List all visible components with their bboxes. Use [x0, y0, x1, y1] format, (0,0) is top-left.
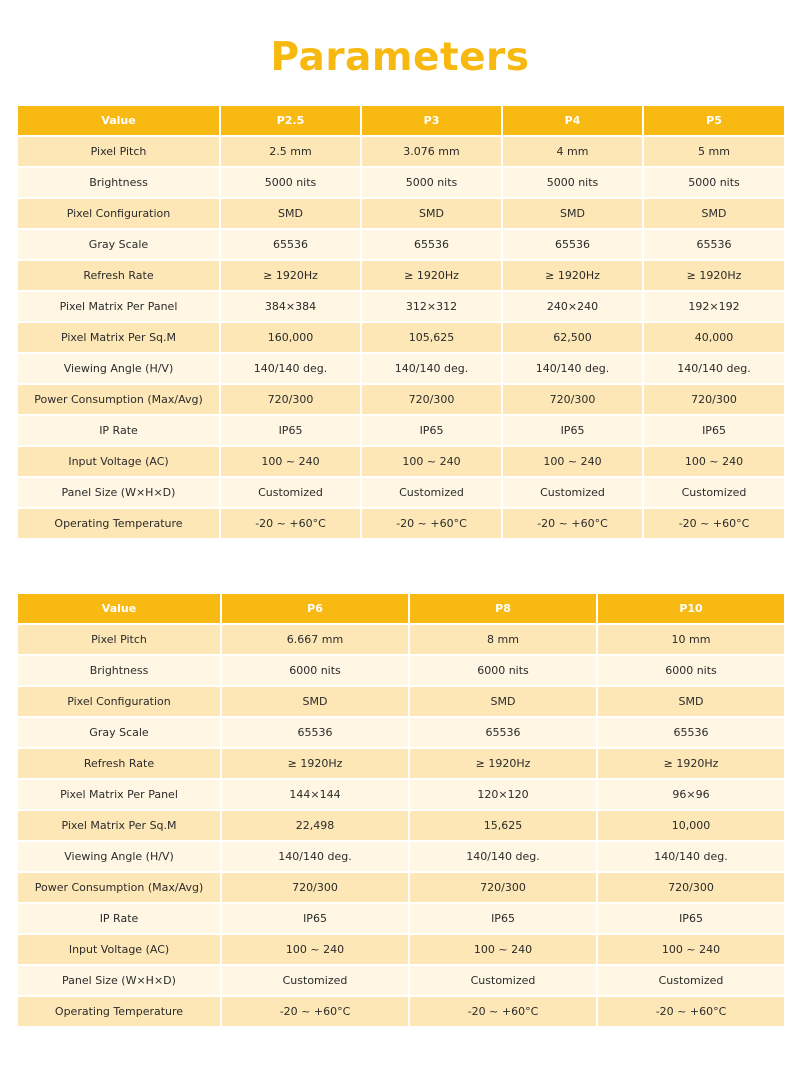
parameter-label: Input Voltage (AC) — [18, 935, 220, 966]
parameter-label: Input Voltage (AC) — [18, 447, 219, 478]
parameter-value: 65536 — [598, 718, 784, 749]
parameter-value: 22,498 — [222, 811, 408, 842]
table-row — [18, 687, 784, 718]
parameter-value: 140/140 deg. — [644, 354, 784, 385]
table-row — [18, 873, 784, 904]
table-row — [18, 323, 784, 354]
parameter-value: 105,625 — [362, 323, 501, 354]
parameter-value: 100 ~ 240 — [221, 447, 360, 478]
parameter-value: 720/300 — [410, 873, 596, 904]
parameter-label: Gray Scale — [18, 230, 219, 261]
table-row — [18, 199, 784, 230]
parameter-label: Pixel Pitch — [18, 137, 219, 168]
header-model: P8 — [410, 594, 596, 625]
table-row — [18, 385, 784, 416]
table-row — [18, 509, 784, 540]
parameter-value: 140/140 deg. — [503, 354, 642, 385]
parameter-value: 40,000 — [644, 323, 784, 354]
parameter-value: 384×384 — [221, 292, 360, 323]
parameter-value: 140/140 deg. — [221, 354, 360, 385]
parameter-value: 720/300 — [362, 385, 501, 416]
parameter-value: -20 ~ +60°C — [410, 997, 596, 1028]
parameter-value: IP65 — [644, 416, 784, 447]
parameter-value: Customized — [410, 966, 596, 997]
table-row — [18, 354, 784, 385]
parameter-label: Power Consumption (Max/Avg) — [18, 873, 220, 904]
parameter-value: 65536 — [221, 230, 360, 261]
parameter-value: 2.5 mm — [221, 137, 360, 168]
parameter-value: 6.667 mm — [222, 625, 408, 656]
parameter-value: 65536 — [362, 230, 501, 261]
table-row — [18, 966, 784, 997]
parameter-value: ≥ 1920Hz — [221, 261, 360, 292]
parameter-value: 5000 nits — [221, 168, 360, 199]
parameter-value: 720/300 — [644, 385, 784, 416]
table-row — [18, 261, 784, 292]
table-row — [18, 137, 784, 168]
parameter-value: 3.076 mm — [362, 137, 501, 168]
parameter-label: Gray Scale — [18, 718, 220, 749]
parameter-value: 15,625 — [410, 811, 596, 842]
header-model: P4 — [503, 106, 642, 137]
parameter-label: Refresh Rate — [18, 749, 220, 780]
table-row — [18, 718, 784, 749]
parameter-value: IP65 — [598, 904, 784, 935]
parameter-value: -20 ~ +60°C — [221, 509, 360, 540]
parameter-value: -20 ~ +60°C — [598, 997, 784, 1028]
parameter-value: 192×192 — [644, 292, 784, 323]
parameter-value: IP65 — [410, 904, 596, 935]
parameter-value: -20 ~ +60°C — [222, 997, 408, 1028]
parameter-value: 100 ~ 240 — [410, 935, 596, 966]
parameter-value: 720/300 — [221, 385, 360, 416]
parameter-value: 140/140 deg. — [222, 842, 408, 873]
parameter-value: 10 mm — [598, 625, 784, 656]
parameter-label: Pixel Matrix Per Panel — [18, 780, 220, 811]
parameter-value: Customized — [362, 478, 501, 509]
parameter-value: ≥ 1920Hz — [598, 749, 784, 780]
parameter-value: 100 ~ 240 — [362, 447, 501, 478]
parameter-value: SMD — [222, 687, 408, 718]
parameter-value: SMD — [503, 199, 642, 230]
parameter-value: 96×96 — [598, 780, 784, 811]
table-row — [18, 749, 784, 780]
parameters-table-1 — [16, 106, 786, 540]
parameter-value: 100 ~ 240 — [644, 447, 784, 478]
parameter-label: Power Consumption (Max/Avg) — [18, 385, 219, 416]
parameter-value: 6000 nits — [410, 656, 596, 687]
parameter-label: Operating Temperature — [18, 509, 219, 540]
parameter-value: 5000 nits — [362, 168, 501, 199]
parameter-value: Customized — [598, 966, 784, 997]
parameter-value: 160,000 — [221, 323, 360, 354]
parameter-value: 120×120 — [410, 780, 596, 811]
parameter-value: IP65 — [503, 416, 642, 447]
table-row — [18, 292, 784, 323]
parameter-label: IP Rate — [18, 416, 219, 447]
parameter-value: 100 ~ 240 — [598, 935, 784, 966]
page-title: Parameters — [270, 35, 530, 80]
parameter-label: Pixel Matrix Per Sq.M — [18, 323, 219, 354]
table-row — [18, 811, 784, 842]
parameter-value: 720/300 — [503, 385, 642, 416]
parameter-value: -20 ~ +60°C — [644, 509, 784, 540]
table-row — [18, 625, 784, 656]
parameters-table-2 — [16, 594, 786, 1028]
parameter-value: 720/300 — [222, 873, 408, 904]
parameter-value: ≥ 1920Hz — [644, 261, 784, 292]
parameter-value: ≥ 1920Hz — [222, 749, 408, 780]
parameter-value: 65536 — [644, 230, 784, 261]
table-row — [18, 478, 784, 509]
header-value: Value — [18, 594, 220, 625]
parameter-label: IP Rate — [18, 904, 220, 935]
parameter-value: 720/300 — [598, 873, 784, 904]
table-row — [18, 935, 784, 966]
parameter-label: Pixel Matrix Per Panel — [18, 292, 219, 323]
parameter-value: SMD — [362, 199, 501, 230]
parameter-value: 140/140 deg. — [598, 842, 784, 873]
table-row — [18, 904, 784, 935]
parameter-value: ≥ 1920Hz — [503, 261, 642, 292]
parameter-label: Panel Size (W×H×D) — [18, 478, 219, 509]
parameter-value: Customized — [503, 478, 642, 509]
parameter-value: -20 ~ +60°C — [503, 509, 642, 540]
table-header-row — [18, 106, 784, 137]
parameter-value: 6000 nits — [222, 656, 408, 687]
header-model: P2.5 — [221, 106, 360, 137]
parameter-value: 5 mm — [644, 137, 784, 168]
parameter-value: 6000 nits — [598, 656, 784, 687]
parameter-value: 10,000 — [598, 811, 784, 842]
parameter-value: 312×312 — [362, 292, 501, 323]
parameter-value: 5000 nits — [644, 168, 784, 199]
parameter-value: 100 ~ 240 — [222, 935, 408, 966]
parameter-value: 65536 — [222, 718, 408, 749]
parameter-label: Pixel Configuration — [18, 687, 220, 718]
table-row — [18, 997, 784, 1028]
parameter-value: SMD — [221, 199, 360, 230]
parameter-value: 140/140 deg. — [362, 354, 501, 385]
table-row — [18, 656, 784, 687]
parameter-value: IP65 — [221, 416, 360, 447]
table-header-row — [18, 594, 784, 625]
header-model: P10 — [598, 594, 784, 625]
parameter-label: Brightness — [18, 656, 220, 687]
header-model: P3 — [362, 106, 501, 137]
parameter-value: ≥ 1920Hz — [362, 261, 501, 292]
parameter-value: -20 ~ +60°C — [362, 509, 501, 540]
table-row — [18, 842, 784, 873]
parameter-label: Brightness — [18, 168, 219, 199]
parameter-value: IP65 — [362, 416, 501, 447]
parameter-label: Pixel Matrix Per Sq.M — [18, 811, 220, 842]
parameter-label: Pixel Configuration — [18, 199, 219, 230]
header-model: P6 — [222, 594, 408, 625]
parameter-label: Panel Size (W×H×D) — [18, 966, 220, 997]
parameter-value: SMD — [644, 199, 784, 230]
parameter-label: Viewing Angle (H/V) — [18, 842, 220, 873]
parameter-value: SMD — [598, 687, 784, 718]
parameter-value: 100 ~ 240 — [503, 447, 642, 478]
parameter-value: SMD — [410, 687, 596, 718]
parameter-label: Operating Temperature — [18, 997, 220, 1028]
parameter-value: ≥ 1920Hz — [410, 749, 596, 780]
parameter-value: 65536 — [410, 718, 596, 749]
parameter-value: Customized — [221, 478, 360, 509]
parameter-value: Customized — [222, 966, 408, 997]
parameter-label: Refresh Rate — [18, 261, 219, 292]
parameter-label: Pixel Pitch — [18, 625, 220, 656]
parameter-value: 62,500 — [503, 323, 642, 354]
table-row — [18, 416, 784, 447]
parameter-value: 240×240 — [503, 292, 642, 323]
parameter-label: Viewing Angle (H/V) — [18, 354, 219, 385]
parameter-value: 5000 nits — [503, 168, 642, 199]
parameter-value: 8 mm — [410, 625, 596, 656]
parameter-value: 140/140 deg. — [410, 842, 596, 873]
parameter-value: 65536 — [503, 230, 642, 261]
parameter-value: 4 mm — [503, 137, 642, 168]
parameter-value: IP65 — [222, 904, 408, 935]
table-row — [18, 230, 784, 261]
header-value: Value — [18, 106, 219, 137]
table-row — [18, 447, 784, 478]
parameter-value: 144×144 — [222, 780, 408, 811]
table-row — [18, 168, 784, 199]
parameter-value: Customized — [644, 478, 784, 509]
header-model: P5 — [644, 106, 784, 137]
table-row — [18, 780, 784, 811]
